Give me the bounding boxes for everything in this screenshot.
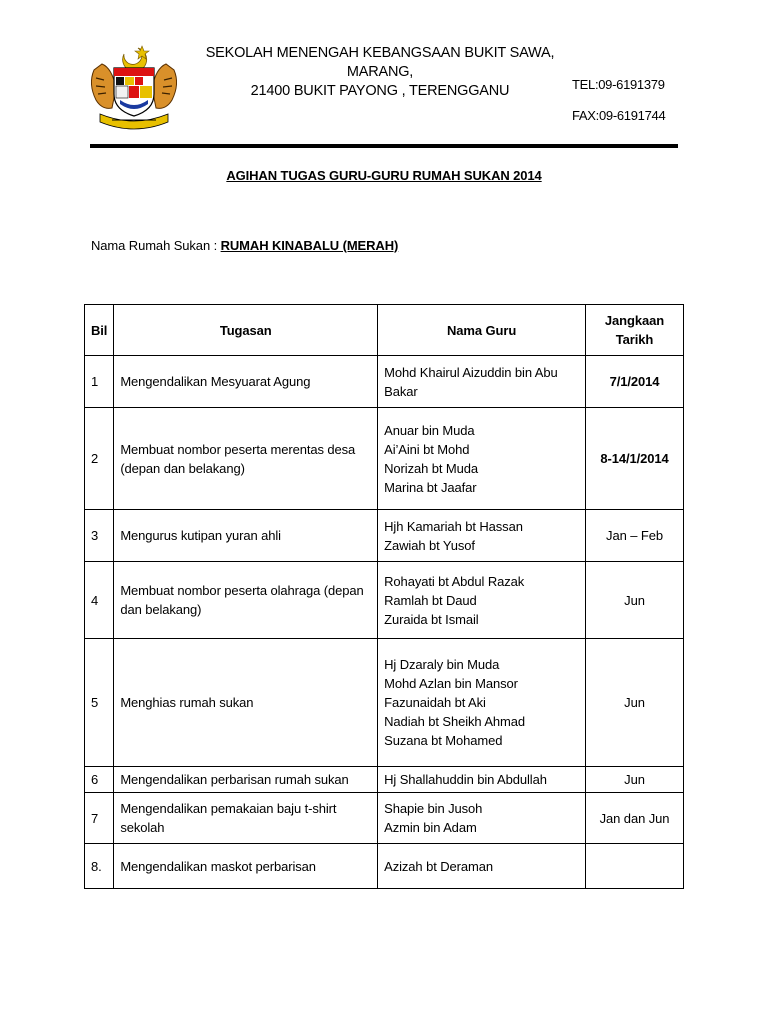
row-bil: 6 (85, 767, 114, 793)
row-task: Mengendalikan Mesyuarat Agung (114, 356, 378, 408)
row-bil: 8. (85, 844, 114, 889)
table-row (85, 408, 684, 510)
teacher-name: Mohd Azlan bin Mansor (384, 676, 518, 691)
row-teachers (378, 767, 586, 793)
teacher-name: Hjh Kamariah bt Hassan (384, 518, 523, 534)
row-bil: 4 (85, 562, 114, 639)
table-row (85, 844, 684, 889)
row-bil: 5 (85, 639, 114, 767)
header-date-line2: Tarikh (615, 332, 654, 347)
teacher-name: Mohd Khairul Aizuddin bin Abu (384, 364, 558, 380)
house-label: Nama Rumah Sukan : (91, 238, 221, 253)
header-task: Tugasan (114, 305, 378, 356)
teacher-name: Suzana bt Mohamed (384, 733, 503, 748)
school-address: 21400 BUKIT PAYONG , TERENGGANU (250, 83, 510, 99)
house-name-line (91, 238, 398, 253)
teacher-name: Anuar bin Muda (384, 422, 475, 438)
school-district: MARANG, (346, 64, 414, 80)
row-bil: 3 (85, 510, 114, 562)
row-bil: 1 (85, 356, 114, 408)
row-task: Mengendalikan maskot perbarisan (114, 844, 378, 889)
row-teachers (378, 510, 586, 562)
row-teachers (378, 562, 586, 639)
task-table (84, 304, 684, 889)
row-teachers (378, 793, 586, 844)
teacher-name: Rohayati bt Abdul Razak (384, 573, 525, 589)
table-header-row (85, 305, 684, 356)
teacher-name: Shapie bin Jusoh (384, 801, 483, 816)
row-teachers (378, 844, 586, 889)
teacher-name: Azmin bin Adam (384, 820, 477, 835)
table-row (85, 639, 684, 767)
row-date: 7/1/2014 (586, 356, 684, 408)
teacher-name: Zuraida bt Ismail (384, 611, 479, 627)
header-teacher: Nama Guru (378, 305, 586, 356)
row-task: Mengendalikan perbarisan rumah sukan (114, 767, 378, 793)
table-row (85, 510, 684, 562)
teacher-name: Zawiah bt Yusof (384, 537, 475, 553)
table-row (85, 793, 684, 844)
house-value: RUMAH KINABALU (MERAH) (220, 238, 399, 253)
row-date (586, 844, 684, 889)
table-row (85, 356, 684, 408)
header-divider (90, 144, 678, 148)
row-date: Jan dan Jun (586, 793, 684, 844)
table-row (85, 562, 684, 639)
document-title: AGIHAN TUGAS GURU-GURU RUMAH SUKAN 2014 (226, 168, 542, 183)
row-teachers (378, 408, 586, 510)
teacher-name: Ai’Aini bt Mohd (384, 441, 470, 457)
teacher-name: Azizah bt Deraman (384, 858, 493, 874)
telephone-number: TEL:09-6191379 (572, 77, 665, 92)
teacher-name: Hj Dzaraly bin Muda (384, 657, 500, 672)
row-date: Jun (586, 562, 684, 639)
row-bil: 2 (85, 408, 114, 510)
teacher-name: Nadiah bt Sheikh Ahmad (384, 714, 526, 729)
row-task: Membuat nombor peserta olahraga (depan dan belakang) (114, 562, 378, 639)
table-row (85, 767, 684, 793)
row-date: Jun (586, 639, 684, 767)
teacher-name: Fazunaidah bt Aki (384, 695, 486, 710)
teacher-name: Ramlah bt Daud (384, 592, 477, 608)
row-date: 8-14/1/2014 (586, 408, 684, 510)
row-bil: 7 (85, 793, 114, 844)
row-task: Membuat nombor peserta merentas desa (depan dan belakang) (114, 408, 378, 510)
header-bil: Bil (85, 305, 114, 356)
row-task: Menghias rumah sukan (114, 639, 378, 767)
teacher-name: Norizah bt Muda (384, 460, 479, 476)
row-teachers (378, 639, 586, 767)
teacher-name: Marina bt Jaafar (384, 479, 477, 495)
teacher-name: Bakar (384, 383, 418, 399)
coat-of-arms-icon (86, 40, 182, 132)
header-date (586, 305, 684, 356)
school-header (190, 44, 570, 101)
school-name: SEKOLAH MENENGAH KEBANGSAAN BUKIT SAWA, (205, 45, 555, 61)
row-teachers (378, 356, 586, 408)
row-task: Mengurus kutipan yuran ahli (114, 510, 378, 562)
teacher-name: Hj Shallahuddin bin Abdullah (384, 772, 547, 787)
fax-number: FAX:09-6191744 (572, 108, 666, 123)
row-date: Jun (586, 767, 684, 793)
row-date: Jan – Feb (586, 510, 684, 562)
header-date-line1: Jangkaan (604, 313, 665, 328)
row-task: Mengendalikan pemakaian baju t-shirt sekolah (114, 793, 378, 844)
